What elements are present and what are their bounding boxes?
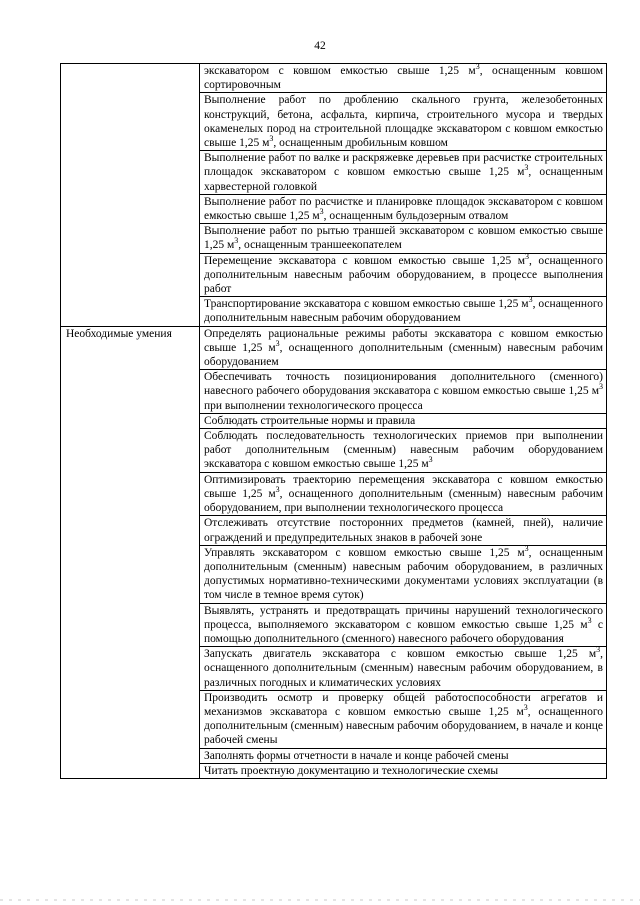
table-cell <box>200 516 607 545</box>
cell-text: Оптимизировать траекторию перемещения экскаватора с ковшом емкостью свыше 1,25 м <box>204 473 603 500</box>
cell-text-tail: , оснащенного дополнительным (сменным) навесным рабочим оборудованием, при выполнении технологического процесса <box>204 487 604 515</box>
cell-text: Выполнение работ по рытью траншей экскаватором с ковшом емкостью свыше 1,25 м <box>204 225 603 252</box>
cell-text-tail: , оснащенным траншеекопателем <box>238 239 402 252</box>
table-cell <box>200 93 607 151</box>
table-row <box>61 326 607 370</box>
cell-superscript: 3 <box>599 382 603 392</box>
table-cell <box>200 151 607 195</box>
page-number: 42 <box>314 40 326 52</box>
cell-text: Обеспечивать точность позиционирования дополнительного (сменного) навесного рабочего оборудования экскаватора с ковшом емкостью свыше 1,25 м <box>204 371 603 398</box>
table-cell <box>200 326 607 370</box>
cell-text-tail: , оснащенным ковшом сортировочным <box>204 65 603 92</box>
cell-text: Производить осмотр и проверку общей работоспособности агрегатов и механизмов экскаватора с ковшом емкостью свыше 1,25 м <box>204 691 603 718</box>
cell-superscript: 3 <box>587 615 592 625</box>
scan-edge-artifact <box>0 899 640 901</box>
cell-superscript: 3 <box>523 703 528 713</box>
cell-superscript: 3 <box>319 207 324 217</box>
cell-text-tail: при выполнении технологического процесса <box>204 399 423 412</box>
cell-text: Выполнение работ по валке и раскряжевке деревьев при расчистке строительных площадок экскаватором с ковшом емкостью свыше 1,25 м <box>204 152 603 179</box>
cell-text: Заполнять формы отчетности в начале и конце рабочей смены <box>204 749 509 762</box>
cell-superscript: 3 <box>596 645 601 655</box>
cell-superscript: 3 <box>475 62 480 72</box>
cell-text: экскаватором с ковшом емкостью свыше 1,25 м <box>204 65 476 77</box>
cell-superscript: 3 <box>234 236 239 246</box>
cell-text-tail: с помощью дополнительного (сменного) навесного рабочего оборудования <box>204 618 603 645</box>
cell-superscript: 3 <box>275 485 280 495</box>
cell-text-tail: , оснащенного дополнительным навесным рабочим оборудованием, в процессе выполнения работ <box>204 254 603 296</box>
cell-text: Выполнение работ по дроблению скального грунта, железобетонных конструкций, бетона, асфальта, кирпича, строительного мусора и твердых окаменелых пород на строительной площадке экскаватором с ковшом емкостью свыше 1,25 м <box>204 94 603 150</box>
table-cell <box>200 370 607 414</box>
table-cell <box>200 253 607 297</box>
row-label <box>61 64 200 327</box>
cell-text: Соблюдать последовательность технологических приемов при выполнении работ дополнительным (сменным) навесным рабочим оборудованием экскаватора с ковшом емкостью свыше 1,25 м <box>204 430 603 471</box>
cell-text: Управлять экскаватором с ковшом емкостью свыше 1,25 м <box>204 546 525 559</box>
table-cell <box>200 472 607 516</box>
table-cell <box>200 763 607 778</box>
cell-text: Выполнение работ по расчистке и планировке площадок экскаватором с ковшом емкостью свыше 1,25 м <box>204 195 603 223</box>
table-cell <box>200 413 607 428</box>
table-cell <box>200 297 607 326</box>
cell-text-tail: , оснащенного дополнительным (сменным) навесным рабочим оборудованием, в различных погодных и климатических условиях <box>204 648 603 689</box>
cell-superscript: 3 <box>524 163 529 173</box>
table-cell <box>200 194 607 223</box>
cell-superscript: 3 <box>528 295 533 305</box>
cell-text-tail: , оснащенного дополнительным (сменным) навесным рабочим оборудованием <box>204 341 604 369</box>
table-cell <box>200 603 607 647</box>
cell-text-tail: , оснащенным дополнительным (сменным) навесным рабочим оборудованием, в различных допустимых нормативно-техническими документами условиях эксплуатации (в том числе в темное время суток) <box>204 546 604 602</box>
cell-text: Выявлять, устранять и предотвращать причины нарушений технологического процесса, выполняемого экскаватором с ковшом емкостью свыше 1,25 м <box>204 604 603 631</box>
cell-superscript: 3 <box>428 455 433 465</box>
cell-text: Читать проектную документацию и технологические схемы <box>204 764 499 777</box>
table-cell <box>200 429 607 473</box>
cell-superscript: 3 <box>269 134 274 144</box>
cell-text-tail: , оснащенного дополнительным навесным рабочим оборудованием <box>204 298 603 325</box>
row-label: Необходимые умения <box>61 326 200 778</box>
skills-table <box>60 63 607 779</box>
cell-text: Определять рациональные режимы работы экскаватора с ковшом емкостью свыше 1,25 м <box>204 327 603 354</box>
table-row <box>61 64 607 93</box>
table-cell <box>200 748 607 763</box>
table-cell <box>200 64 607 93</box>
table-cell <box>200 545 607 603</box>
cell-text: Транспортирование экскаватора с ковшом емкостью свыше 1,25 м <box>204 298 529 311</box>
cell-superscript: 3 <box>275 339 280 349</box>
cell-text-tail: , оснащенным харвестерной головкой <box>204 166 603 193</box>
table-cell <box>200 647 607 691</box>
cell-text: Запускать двигатель экскаватора с ковшом емкостью свыше 1,25 м <box>204 648 597 661</box>
table-cell <box>200 690 607 748</box>
cell-text-tail: , оснащенным дробильным ковшом <box>273 137 448 150</box>
cell-text: Перемещение экскаватора с ковшом емкостью свыше 1,25 м <box>204 254 525 267</box>
cell-text-tail: , оснащенного дополнительным (сменным) навесным рабочим оборудованием, в начале и конце рабочей смены <box>204 705 603 747</box>
cell-superscript: 3 <box>525 251 529 261</box>
cell-text: Отслеживать отсутствие посторонних предметов (камней, пней), наличие ограждений и предупредительных знаков в рабочей зоне <box>204 517 603 544</box>
cell-superscript: 3 <box>524 543 529 553</box>
cell-text-tail: , оснащенным бульдозерным отвалом <box>323 210 509 223</box>
table-cell <box>200 224 607 253</box>
cell-text: Соблюдать строительные нормы и правила <box>204 414 416 427</box>
